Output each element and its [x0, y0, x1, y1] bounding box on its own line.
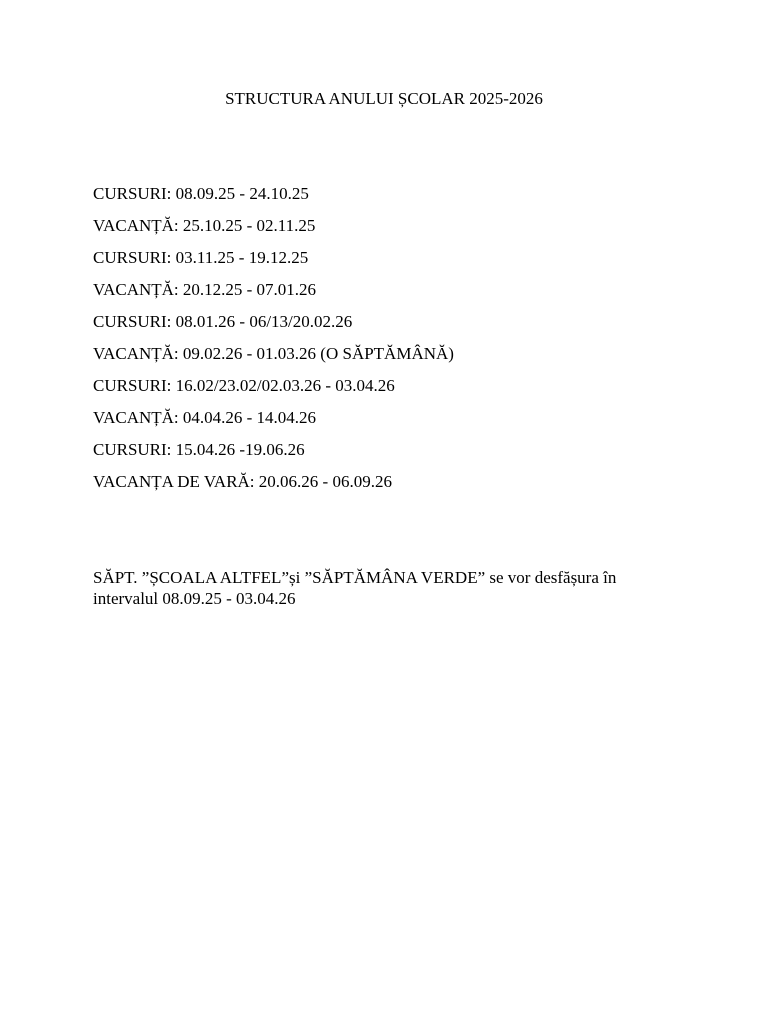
- note-paragraph: [93, 567, 713, 609]
- schedule-item-cursuri-4: CURSURI: 16.02/23.02/02.03.26 - 03.04.26: [93, 376, 395, 395]
- note-line-2: intervalul 08.09.25 - 03.04.26: [93, 589, 296, 608]
- schedule-item-vacanta-4: VACANȚĂ: 04.04.26 - 14.04.26: [93, 408, 317, 427]
- schedule-item-vacanta-3: VACANȚĂ: 09.02.26 - 01.03.26 (O SĂPTĂMÂNĂ): [93, 344, 454, 363]
- schedule-item-cursuri-5: CURSURI: 15.04.26 -19.06.26: [93, 440, 305, 459]
- schedule-item-cursuri-2: CURSURI: 03.11.25 - 19.12.25: [93, 248, 309, 267]
- schedule-item-cursuri-3: CURSURI: 08.01.26 - 06/13/20.02.26: [93, 312, 353, 331]
- schedule-item-vacanta-1: VACANȚĂ: 25.10.25 - 02.11.25: [93, 216, 316, 235]
- document-title: STRUCTURA ANULUI ȘCOLAR 2025-2026: [225, 89, 543, 108]
- note-line-1: SĂPT. ”ȘCOALA ALTFEL”și ”SĂPTĂMÂNA VERDE” se vor desfășura în: [93, 568, 617, 587]
- schedule-item-vacanta-vara: VACANȚA DE VARĂ: 20.06.26 - 06.09.26: [93, 472, 392, 491]
- schedule-list: [93, 183, 454, 503]
- schedule-item-cursuri-1: CURSURI: 08.09.25 - 24.10.25: [93, 184, 309, 203]
- schedule-item-vacanta-2: VACANȚĂ: 20.12.25 - 07.01.26: [93, 280, 317, 299]
